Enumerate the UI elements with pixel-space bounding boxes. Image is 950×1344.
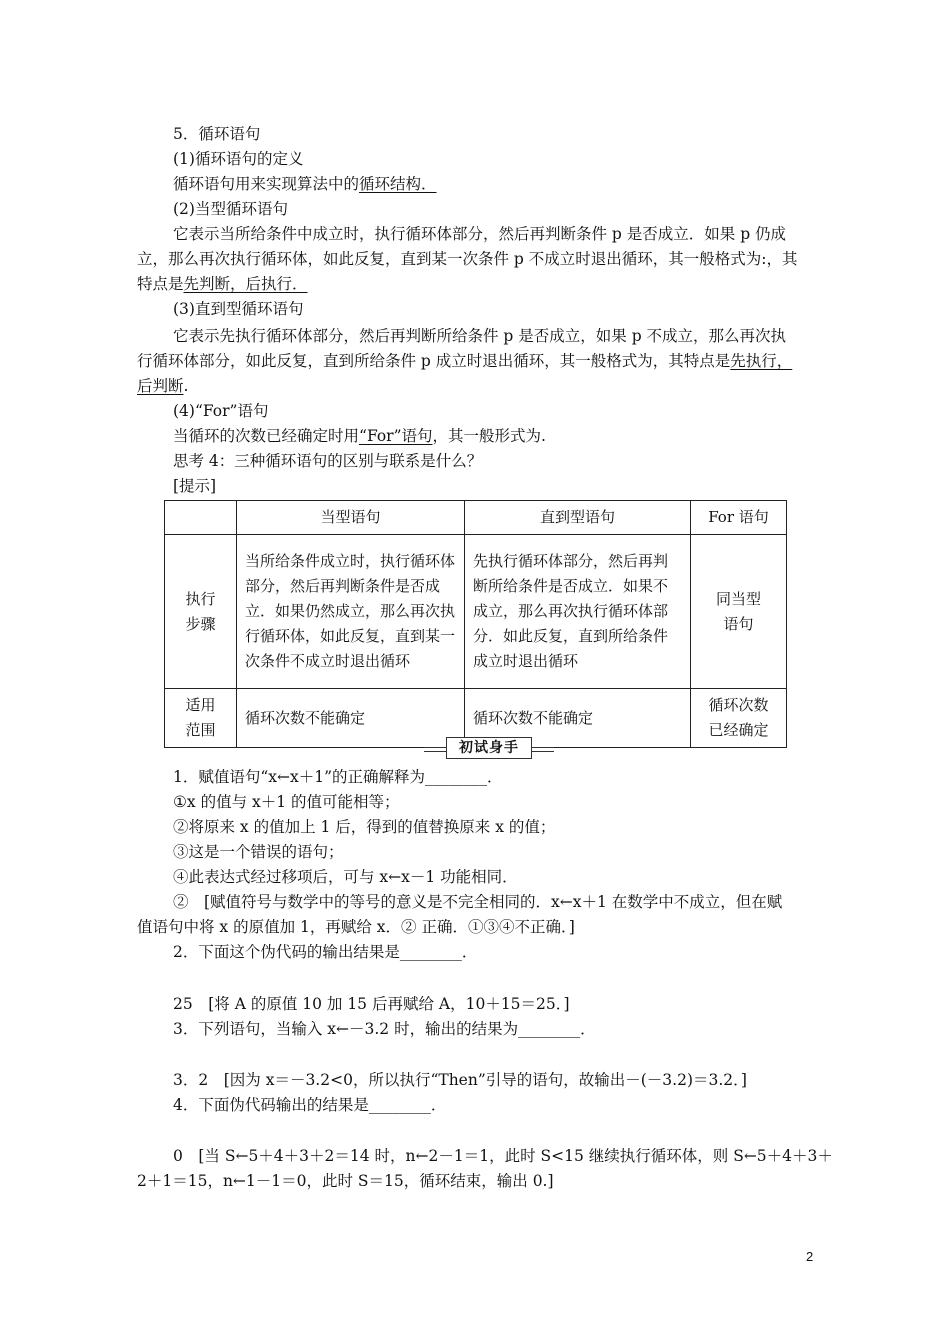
subsection-3-title: (3)直到型循环语句 — [173, 300, 304, 318]
row-label: 适用 范围 — [165, 689, 237, 748]
subsection-2-line2: 立，那么再次执行循环体，如此反复，直到某一次条件 p 不成立时退出循环，其一般格式为:，其 — [137, 250, 798, 268]
table-cell: 当所给条件成立时，执行循环体部分，然后再判断条件是否成立．如果仍然成立，那么再次执行循环体，如此反复，直到某一次条件不成立时退出循环 — [237, 535, 465, 689]
question-1-option: ③这是一个错误的语句； — [173, 843, 344, 861]
answer-1-line1: ② [赋值符号与数学中的等号的意义是不完全相同的．x←x＋1 在数学中不成立，但在赋 — [173, 893, 783, 911]
answer-4-line1: 0 [当 S←5＋4＋3＋2＝14 时，n←2－1＝1，此时 S<15 继续执行循环体，则 S←5＋4＋3＋ — [173, 1147, 833, 1165]
answer-underline: “For”语句 — [359, 427, 433, 445]
question-3: 3．下列语句，当输入 x←－3.2 时，输出的结果为________． — [173, 1020, 596, 1038]
subsection-1-text: 循环语句用来实现算法中的循环结构． — [173, 175, 437, 193]
table-header-row — [165, 501, 787, 535]
answer-underline: 先判断，后执行． — [183, 275, 308, 293]
table-header-cell: 直到型语句 — [465, 501, 691, 535]
answer-1-line2: 值语句中将 x 的原值加 1，再赋给 x．② 正确．①③④不正确．] — [137, 918, 575, 936]
answer-2: 25 [将 A 的原值 10 加 15 后再赋给 A，10＋15＝25．] — [173, 995, 570, 1013]
banner-rule-right — [532, 747, 554, 752]
subsection-2-line3: 特点是先判断，后执行． — [137, 275, 308, 293]
table-cell: 先执行循环体部分，然后再判断所给条件是否成立．如果不成立，那么再次执行循环体部分．如此反复，直到所给条件成立时退出循环 — [465, 535, 691, 689]
banner-rule-left — [424, 747, 446, 752]
answer-underline: 先执行， — [730, 352, 793, 370]
table-row — [165, 535, 787, 689]
question-1: 1．赋值语句“x←x＋1”的正确解释为________． — [173, 768, 503, 786]
answer-3: 3．2 [因为 x＝－3.2<0，所以执行“Then”引导的语句，故输出－(－3.2)＝3.2．] — [173, 1071, 747, 1089]
subsection-2-line1: 它表示当所给条件中成立时，执行循环体部分，然后再判断条件 p 是否成立．如果 p 仍成 — [173, 225, 787, 243]
subsection-1-title: (1)循环语句的定义 — [173, 150, 304, 168]
section-title: 5．循环语句 — [173, 125, 261, 143]
hint-label: [提示] — [173, 477, 217, 495]
think-question: 思考 4：三种循环语句的区别与联系是什么？ — [173, 452, 483, 470]
subsection-2-title: (2)当型循环语句 — [173, 200, 288, 218]
subsection-3-line3: 后判断. — [137, 377, 189, 395]
table-cell: 循环次数 已经确定 — [691, 689, 787, 748]
table-header-cell — [165, 501, 237, 535]
question-2: 2．下面这个伪代码的输出结果是________． — [173, 943, 478, 961]
table-header-cell: 当型语句 — [237, 501, 465, 535]
question-1-option: ④此表达式经过移项后，可与 x←x－1 功能相同． — [173, 868, 518, 886]
page-number: 2 — [806, 1249, 814, 1264]
table-header-cell: For 语句 — [691, 501, 787, 535]
section-banner — [424, 737, 554, 759]
subsection-4-title: (4)“For”语句 — [173, 402, 269, 420]
answer-underline: 后判断 — [137, 377, 184, 395]
answer-underline: 循环结构． — [359, 175, 437, 193]
subsection-4-text: 当循环的次数已经确定时用“For”语句，其一般形式为. — [173, 427, 546, 445]
table-cell: 循环次数不能确定 — [237, 689, 465, 748]
table-cell: 同当型 语句 — [691, 535, 787, 689]
row-label: 执行 步骤 — [165, 535, 237, 689]
question-4: 4．下面伪代码输出的结果是________． — [173, 1096, 447, 1114]
comparison-table — [164, 500, 787, 748]
question-1-option: ②将原来 x 的值加上 1 后，得到的值替换原来 x 的值； — [173, 818, 556, 836]
question-1-option: ①x 的值与 x＋1 的值可能相等； — [173, 793, 400, 811]
table-cell: 循环次数不能确定 — [465, 689, 691, 748]
subsection-3-line1: 它表示先执行循环体部分，然后再判断所给条件 p 是否成立，如果 p 不成立，那么再次执 — [173, 327, 787, 345]
answer-4-line2: 2＋1＝15，n←1－1＝0，此时 S＝15，循环结束，输出 0.] — [137, 1172, 554, 1190]
banner-title: 初试身手 — [446, 737, 532, 759]
subsection-3-line2: 行循环体部分，如此反复，直到所给条件 p 成立时退出循环，其一般格式为，其特点是先执行， — [137, 352, 793, 370]
